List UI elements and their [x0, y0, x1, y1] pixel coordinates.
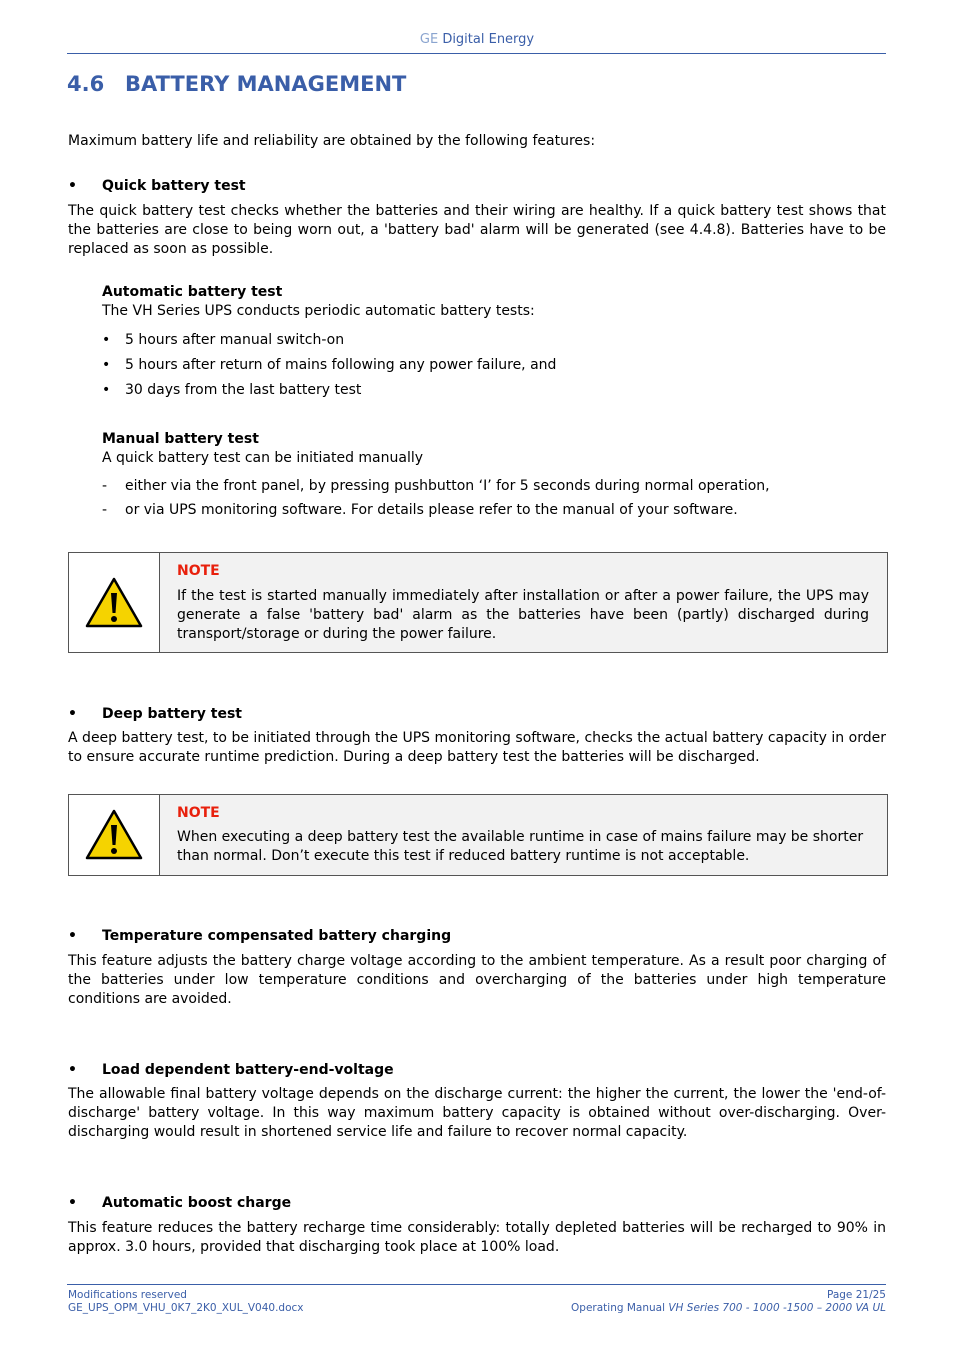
temp-charging-heading-text: Temperature compensated battery charging [102, 928, 452, 944]
intro-paragraph: Maximum battery life and reliability are obtained by the following features: [68, 133, 596, 149]
bullet-dot: • [68, 1062, 77, 1078]
header-brand: Digital Energy [442, 32, 535, 47]
manual-test-heading-text: Manual battery test [102, 431, 259, 447]
note-text: When executing a deep battery test the available runtime in case of mains failure may be shorter than normal. Don’t execute this test if reduced battery runtime is not acceptable. [177, 829, 864, 864]
bullet-dot: • [102, 332, 111, 348]
bullet-dot: • [68, 1195, 77, 1211]
list-item-text: 30 days from the last battery test [125, 382, 362, 398]
section-title [67, 72, 406, 96]
list-item-text: either via the front panel, by pressing pushbutton ‘I’ for 5 seconds during normal operation, [125, 478, 770, 494]
temp-charging-body: This feature adjusts the battery charge voltage according to the ambient temperature. As a result poor charging of the batteries under low temperature conditions and overcharging of the batteries under high temperature conditions are avoided. [68, 953, 886, 1007]
boost-charge-heading [68, 1195, 291, 1211]
quick-test-heading-text: Quick battery test [102, 178, 246, 194]
footer-page-number: Page 21/25 [826, 1289, 886, 1301]
note-icon-cell [69, 795, 160, 875]
footer-rule [67, 1284, 886, 1285]
page-header [0, 32, 954, 47]
list-item [102, 382, 361, 398]
deep-test-heading-text: Deep battery test [102, 706, 242, 722]
bullet-dot: • [68, 706, 77, 722]
note-box [68, 794, 888, 876]
auto-test-heading-text: Automatic battery test [102, 284, 283, 300]
footer-manual-label: Operating Manual [571, 1302, 666, 1314]
list-item-text: 5 hours after return of mains following any power failure, and [125, 357, 557, 373]
manual-test-body: A quick battery test can be initiated manually [102, 450, 424, 466]
footer-manual-title [571, 1302, 886, 1314]
bullet-dot: • [102, 357, 111, 373]
bullet-dot: • [68, 928, 77, 944]
load-voltage-heading [68, 1062, 394, 1078]
warning-triangle-icon [85, 809, 143, 861]
note-text: If the test is started manually immediately after installation or after a power failure, the UPS may generate a false 'battery bad' alarm as the batteries have been (partly) discharged during transport/storage or during the power failure. [177, 588, 869, 642]
footer-filename: GE_UPS_OPM_VHU_0K7_2K0_XUL_V040.docx [68, 1302, 304, 1314]
list-item [102, 478, 770, 494]
auto-test-body: The VH Series UPS conducts periodic automatic battery tests: [102, 303, 535, 319]
quick-test-body: The quick battery test checks whether the batteries and their wiring are healthy. If a quick battery test shows that the batteries are close to being worn out, a 'battery bad' alarm will be generated (see 4.4.8). Batteries have to be replaced as soon as possible. [68, 203, 886, 257]
list-item [102, 502, 738, 518]
note-box [68, 552, 888, 653]
header-ge: GE [419, 32, 439, 47]
deep-test-body: A deep battery test, to be initiated through the UPS monitoring software, checks the actual battery capacity in order to ensure accurate runtime prediction. During a deep battery test the batteries will be discharged. [68, 730, 886, 765]
dash-marker: - [102, 478, 108, 494]
manual-test-heading [102, 431, 259, 447]
section-title-text: BATTERY MANAGEMENT [125, 72, 407, 96]
load-voltage-body: The allowable final battery voltage depends on the discharge current: the higher the current, the lower the 'end-of-discharge' battery voltage. In this way maximum battery capacity is obtained without over-discharging. Over-discharging would result in shortened service life and failure to recover normal capacity. [68, 1086, 886, 1140]
list-item-text: 5 hours after manual switch-on [125, 332, 345, 348]
header-rule [67, 53, 886, 54]
dash-marker: - [102, 502, 108, 518]
list-item [102, 332, 344, 348]
section-number: 4.6 [67, 72, 105, 96]
auto-test-heading [102, 284, 282, 300]
bullet-dot: • [102, 382, 111, 398]
warning-triangle-icon [85, 577, 143, 629]
list-item [102, 357, 556, 373]
boost-charge-heading-text: Automatic boost charge [102, 1195, 292, 1211]
footer-modifications: Modifications reserved [68, 1289, 187, 1301]
bullet-dot: • [68, 178, 77, 194]
list-item-text: or via UPS monitoring software. For details please refer to the manual of your software. [125, 502, 738, 518]
footer-model-range: VH Series 700 - 1000 -1500 – 2000 VA UL [668, 1302, 886, 1314]
boost-charge-body: This feature reduces the battery recharge time considerably: totally depleted batteries will be recharged to 90% in approx. 3.0 hours, provided that discharging took place at 100% load. [68, 1220, 886, 1255]
deep-test-heading [68, 706, 242, 722]
note-label: NOTE [177, 805, 220, 821]
note-icon-cell [69, 553, 160, 652]
temp-charging-heading [68, 928, 451, 944]
note-label: NOTE [177, 563, 220, 579]
load-voltage-heading-text: Load dependent battery-end-voltage [102, 1062, 394, 1078]
quick-test-heading [68, 178, 246, 194]
